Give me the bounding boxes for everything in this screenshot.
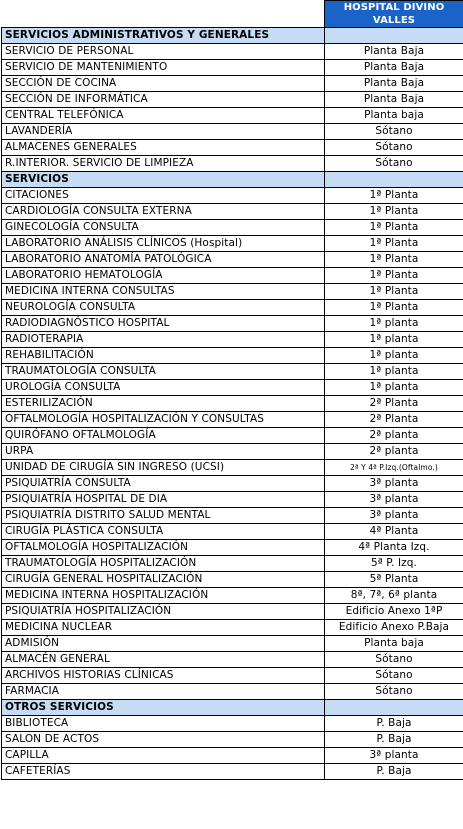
service-location: 1ª Planta — [325, 300, 463, 316]
service-name: ADMISIÓN — [2, 636, 325, 652]
service-name: MEDICINA INTERNA CONSULTAS — [2, 284, 325, 300]
table-row — [2, 396, 463, 412]
service-location: 3ª planta — [325, 508, 463, 524]
table-body — [2, 1, 463, 780]
service-location: P. Baja — [325, 732, 463, 748]
table-row — [2, 412, 463, 428]
service-location: 2ª Planta — [325, 396, 463, 412]
service-location: 4ª Planta — [325, 524, 463, 540]
table-row — [2, 444, 463, 460]
table-row — [2, 188, 463, 204]
table-row — [2, 460, 463, 476]
table-row — [2, 524, 463, 540]
service-location: Sótano — [325, 124, 463, 140]
service-name: ALMACENES GENERALES — [2, 140, 325, 156]
service-name: SECCIÓN DE COCINA — [2, 76, 325, 92]
table-row — [2, 716, 463, 732]
table-row — [2, 44, 463, 60]
table-row — [2, 108, 463, 124]
section-title: SERVICIOS — [2, 172, 325, 188]
table-row — [2, 492, 463, 508]
hospital-services-table — [1, 0, 463, 780]
service-location: Planta baja — [325, 108, 463, 124]
service-name: RADIODIAGNÓSTICO HOSPITAL — [2, 316, 325, 332]
service-name: CAFETERÍAS — [2, 764, 325, 780]
service-name: FARMACIA — [2, 684, 325, 700]
section-empty-cell — [325, 700, 463, 716]
table-row — [2, 556, 463, 572]
service-name: SALON DE ACTOS — [2, 732, 325, 748]
service-name: ALMACÉN GENERAL — [2, 652, 325, 668]
table-row — [2, 284, 463, 300]
service-location: 2ª Planta — [325, 412, 463, 428]
service-name: UNIDAD DE CIRUGÍA SIN INGRESO (UCSI) — [2, 460, 325, 476]
service-name: TRAUMATOLOGÍA HOSPITALIZACIÓN — [2, 556, 325, 572]
service-location: 1ª planta — [325, 364, 463, 380]
service-location: 1ª Planta — [325, 284, 463, 300]
table-row — [2, 348, 463, 364]
table-row — [2, 476, 463, 492]
service-location: 3ª planta — [325, 492, 463, 508]
table-row — [2, 76, 463, 92]
service-name: TRAUMATOLOGÍA CONSULTA — [2, 364, 325, 380]
section-header-row — [2, 28, 463, 44]
table-row — [2, 636, 463, 652]
service-name: LAVANDERÍA — [2, 124, 325, 140]
service-location: 1ª Planta — [325, 188, 463, 204]
service-name: BIBLIOTECA — [2, 716, 325, 732]
service-location: Planta Baja — [325, 44, 463, 60]
table-row — [2, 540, 463, 556]
section-empty-cell — [325, 172, 463, 188]
service-location: P. Baja — [325, 716, 463, 732]
service-location: 1ª Planta — [325, 204, 463, 220]
table-row — [2, 124, 463, 140]
service-location: 3ª planta — [325, 748, 463, 764]
service-location: 1ª Planta — [325, 220, 463, 236]
service-name: OFTALMOLOGÍA HOSPITALIZACIÓN — [2, 540, 325, 556]
service-name: SECCIÓN DE INFORMÁTICA — [2, 92, 325, 108]
service-name: CIRUGÍA PLÁSTICA CONSULTA — [2, 524, 325, 540]
service-name: PSIQUIATRÍA CONSULTA — [2, 476, 325, 492]
table-row — [2, 92, 463, 108]
service-location: P. Baja — [325, 764, 463, 780]
service-name: MEDICINA INTERNA HOSPITALIZACIÓN — [2, 588, 325, 604]
service-name: QUIRÓFANO OFTALMOLOGÍA — [2, 428, 325, 444]
table-row — [2, 604, 463, 620]
table-row — [2, 220, 463, 236]
service-location: 4ª Planta Izq. — [325, 540, 463, 556]
service-location: 1ª Planta — [325, 252, 463, 268]
service-location: 1ª planta — [325, 348, 463, 364]
table-row — [2, 748, 463, 764]
service-name: CAPILLA — [2, 748, 325, 764]
table-row — [2, 60, 463, 76]
service-name: UROLOGÍA CONSULTA — [2, 380, 325, 396]
service-name: CENTRAL TELEFÓNICA — [2, 108, 325, 124]
table-row — [2, 380, 463, 396]
table-row — [2, 684, 463, 700]
table-row — [2, 300, 463, 316]
service-location: Edificio Anexo 1ªP — [325, 604, 463, 620]
service-name: NEUROLOGÍA CONSULTA — [2, 300, 325, 316]
service-location: Planta Baja — [325, 76, 463, 92]
section-header-row — [2, 700, 463, 716]
table-row — [2, 620, 463, 636]
service-location: Sótano — [325, 668, 463, 684]
table-row — [2, 764, 463, 780]
service-location: 8ª, 7ª, 6ª planta — [325, 588, 463, 604]
service-name: CITACIONES — [2, 188, 325, 204]
service-name: RADIOTERAPIA — [2, 332, 325, 348]
service-name: PSIQUIATRÍA HOSPITALIZACIÓN — [2, 604, 325, 620]
section-empty-cell — [325, 28, 463, 44]
table-row — [2, 204, 463, 220]
table-row — [2, 268, 463, 284]
table-row — [2, 652, 463, 668]
service-name: CIRUGÍA GENERAL HOSPITALIZACIÓN — [2, 572, 325, 588]
table-row — [2, 428, 463, 444]
table-row — [2, 508, 463, 524]
service-location: Edificio Anexo P.Baja — [325, 620, 463, 636]
service-name: R.INTERIOR. SERVICIO DE LIMPIEZA — [2, 156, 325, 172]
service-location: 2ª planta — [325, 444, 463, 460]
service-name: LABORATORIO ANATOMÍA PATOLÓGICA — [2, 252, 325, 268]
service-name: ARCHIVOS HISTORIAS CLÍNICAS — [2, 668, 325, 684]
service-name: REHABILITACIÓN — [2, 348, 325, 364]
table-row — [2, 252, 463, 268]
service-name: PSIQUIATRÍA HOSPITAL DE DIA — [2, 492, 325, 508]
service-location: Sótano — [325, 140, 463, 156]
service-name: SERVICIO DE PERSONAL — [2, 44, 325, 60]
table-row — [2, 236, 463, 252]
service-location: 3ª planta — [325, 476, 463, 492]
table-row — [2, 588, 463, 604]
service-name: URPA — [2, 444, 325, 460]
service-location: Sótano — [325, 684, 463, 700]
header-blank-cell — [2, 1, 325, 28]
table-row — [2, 332, 463, 348]
service-location: 1ª Planta — [325, 236, 463, 252]
table-row — [2, 572, 463, 588]
service-name: LABORATORIO HEMATOLOGÍA — [2, 268, 325, 284]
section-title: SERVICIOS ADMINISTRATIVOS Y GENERALES — [2, 28, 325, 44]
service-location: 1ª planta — [325, 332, 463, 348]
service-name: OFTALMOLOGÍA HOSPITALIZACIÓN Y CONSULTAS — [2, 412, 325, 428]
service-location: 1ª planta — [325, 316, 463, 332]
table-row — [2, 140, 463, 156]
table-row — [2, 732, 463, 748]
table-row — [2, 156, 463, 172]
section-header-row — [2, 172, 463, 188]
service-location: 1ª Planta — [325, 268, 463, 284]
service-name: CARDIOLOGÍA CONSULTA EXTERNA — [2, 204, 325, 220]
service-location: Sótano — [325, 156, 463, 172]
section-title: OTROS SERVICIOS — [2, 700, 325, 716]
service-name: MEDICINA NUCLEAR — [2, 620, 325, 636]
table-header-row — [2, 1, 463, 28]
service-name: SERVICIO DE MANTENIMIENTO — [2, 60, 325, 76]
service-location: 5ª P. Izq. — [325, 556, 463, 572]
service-location: Sótano — [325, 652, 463, 668]
table-row — [2, 668, 463, 684]
service-location: Planta baja — [325, 636, 463, 652]
service-name: ESTERILIZACIÓN — [2, 396, 325, 412]
hospital-name-header: HOSPITAL DIVINO VALLES — [325, 1, 463, 28]
service-location: 5ª Planta — [325, 572, 463, 588]
service-name: LABORATORIO ANÁLISIS CLÍNICOS (Hospital) — [2, 236, 325, 252]
service-location: 1ª planta — [325, 380, 463, 396]
service-name: PSIQUIATRÍA DISTRITO SALUD MENTAL — [2, 508, 325, 524]
service-location: Planta Baja — [325, 60, 463, 76]
service-name: GINECOLOGÍA CONSULTA — [2, 220, 325, 236]
table-row — [2, 316, 463, 332]
service-location: 2ª planta — [325, 428, 463, 444]
service-location: 2ª Y 4ª P.Izq.(Oftalmo.) — [325, 460, 463, 476]
service-location: Planta Baja — [325, 92, 463, 108]
table-row — [2, 364, 463, 380]
